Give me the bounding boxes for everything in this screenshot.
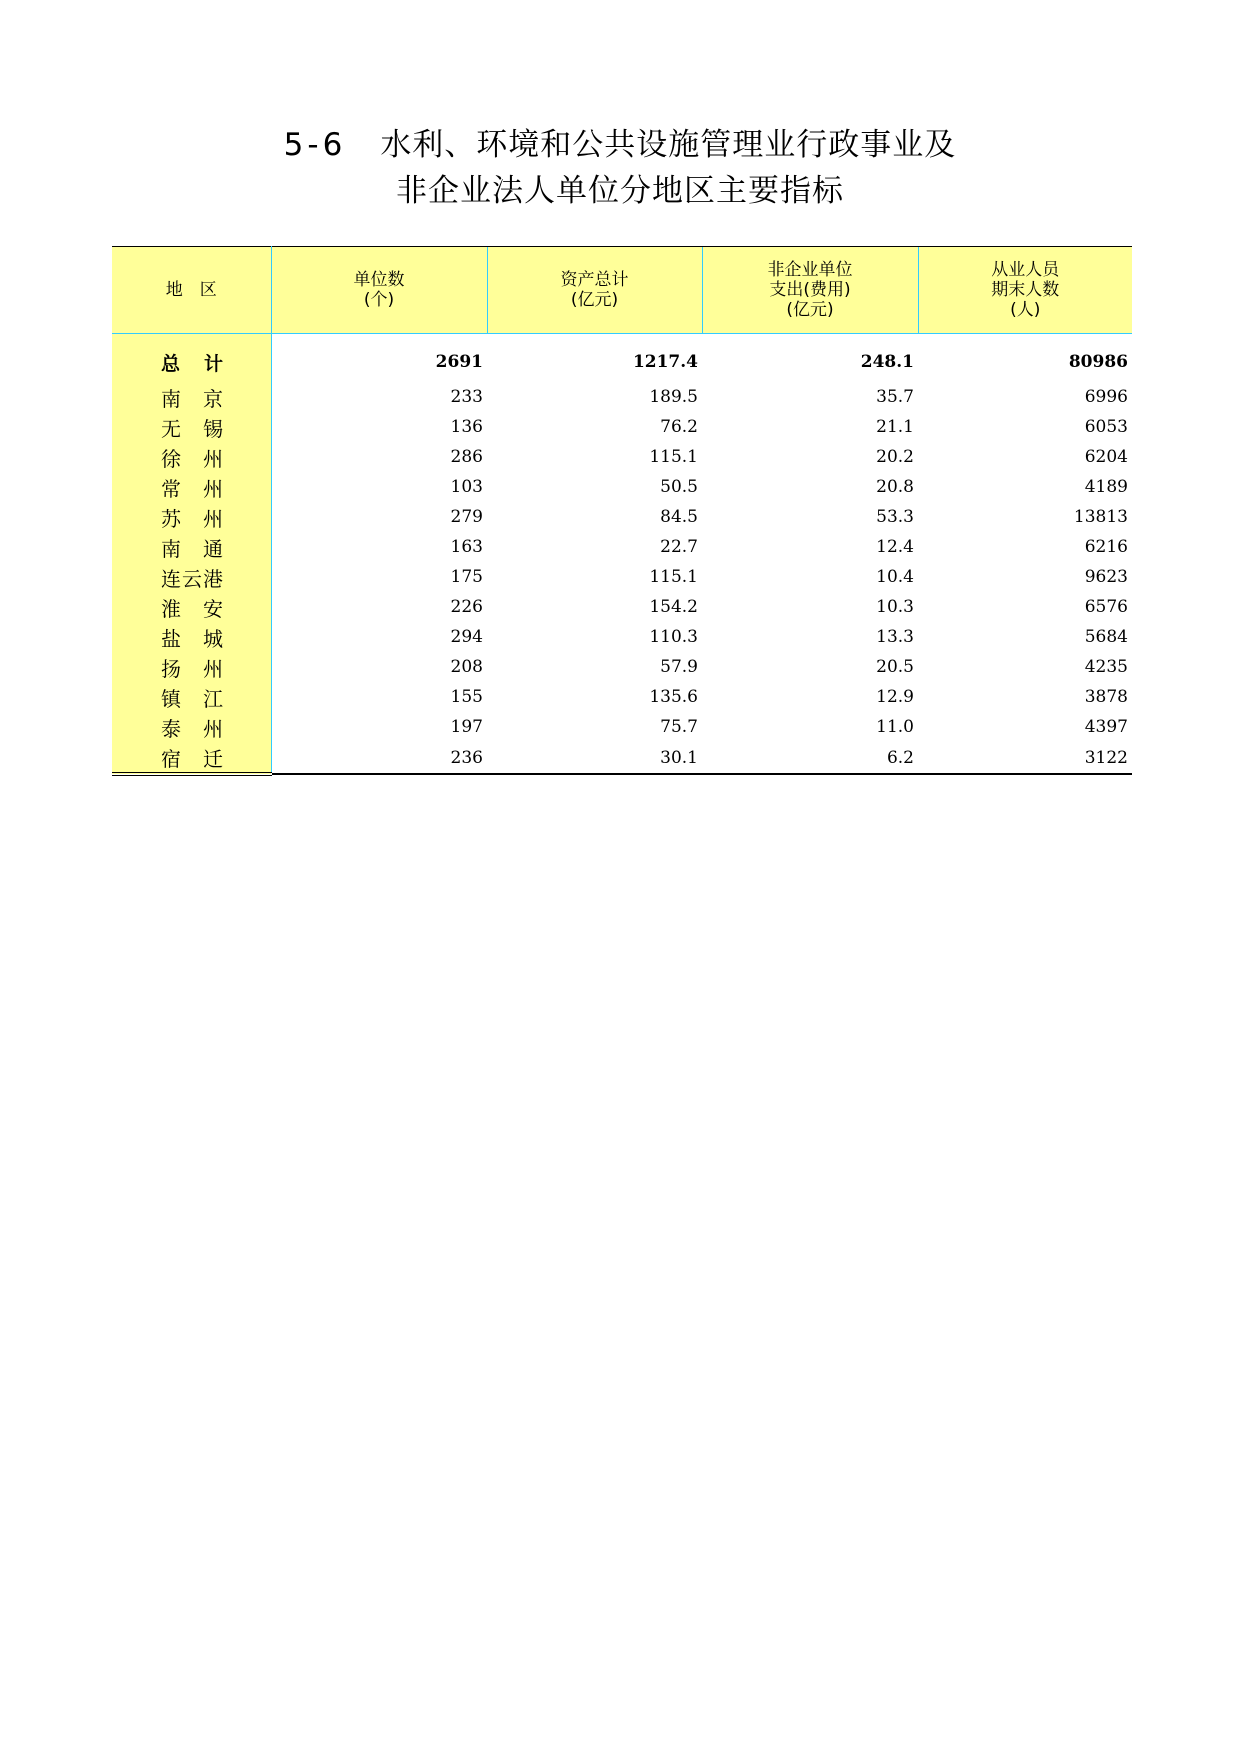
header-line: 从业人员 <box>991 260 1060 280</box>
cell-region <box>112 382 271 412</box>
cell-region <box>112 622 271 652</box>
cell-unit-count: 155 <box>450 687 483 707</box>
cell-total-assets: 84.5 <box>660 507 698 527</box>
header-unit-count <box>271 247 487 334</box>
cell-staff: 6053 <box>1084 417 1128 437</box>
cell-staff: 6996 <box>1084 387 1128 407</box>
cell-staff: 3122 <box>918 742 1132 774</box>
title-line-2: 非企业法人单位分地区主要指标 <box>396 173 844 209</box>
header-line: (人) <box>1010 300 1041 320</box>
header-line: 期末人数 <box>991 280 1060 300</box>
cell-expense: 248.1 <box>860 352 914 372</box>
cell-expense: 20.5 <box>876 657 914 677</box>
cell-staff: 3878 <box>1084 687 1128 707</box>
cell-staff: 4189 <box>1084 477 1128 497</box>
cell-total-assets: 110.3 <box>649 627 698 647</box>
header-line: 地 区 <box>165 280 217 300</box>
cell-region <box>112 472 271 502</box>
total-row <box>112 334 1132 383</box>
cell-unit-count: 286 <box>450 447 483 467</box>
cell-staff: 4235 <box>1084 657 1128 677</box>
cell-total-assets: 50.5 <box>660 477 698 497</box>
region-name: 淮安 <box>161 596 223 621</box>
region-name: 无锡 <box>161 416 223 441</box>
cell-region <box>112 412 271 442</box>
cell-expense: 20.8 <box>876 477 914 497</box>
cell-region <box>112 532 271 562</box>
table-row <box>112 592 1132 622</box>
cell-unit-count: 103 <box>450 477 483 497</box>
region-name: 总计 <box>161 352 223 375</box>
cell-total-assets: 115.1 <box>649 567 698 587</box>
cell-region <box>112 334 271 383</box>
table-body <box>112 334 1132 775</box>
cell-expense: 12.9 <box>876 687 914 707</box>
cell-unit-count: 136 <box>450 417 483 437</box>
title-text-1: 水利、环境和公共设施管理业行政事业及 <box>380 127 957 163</box>
cell-region <box>112 442 271 472</box>
cell-total-assets: 30.1 <box>487 742 702 774</box>
cell-staff: 13813 <box>1073 507 1128 527</box>
header-line: 支出(费用) <box>769 280 851 300</box>
cell-unit-count: 226 <box>450 597 483 617</box>
cell-unit-count: 2691 <box>435 352 483 372</box>
cell-expense: 21.1 <box>876 417 914 437</box>
table-row <box>112 442 1132 472</box>
header-line: 资产总计 <box>560 270 629 290</box>
cell-expense: 35.7 <box>876 387 914 407</box>
cell-staff: 4397 <box>1084 717 1128 737</box>
table-number: 5-6 <box>283 127 347 163</box>
region-name: 连云港 <box>161 566 223 591</box>
table-row <box>112 652 1132 682</box>
cell-total-assets: 135.6 <box>649 687 698 707</box>
region-name: 镇江 <box>161 686 223 711</box>
region-name: 泰州 <box>161 716 223 741</box>
table-row <box>112 682 1132 712</box>
cell-unit-count: 175 <box>450 567 483 587</box>
region-name: 南京 <box>161 386 223 411</box>
cell-staff: 6204 <box>1084 447 1128 467</box>
header-expense <box>702 247 918 334</box>
region-name: 宿迁 <box>161 746 223 771</box>
cell-unit-count: 236 <box>271 742 487 774</box>
cell-total-assets: 189.5 <box>649 387 698 407</box>
header-line: (亿元) <box>570 290 619 310</box>
cell-expense: 53.3 <box>876 507 914 527</box>
cell-region <box>112 712 271 742</box>
cell-region <box>112 562 271 592</box>
cell-staff: 9623 <box>1084 567 1128 587</box>
header-staff <box>918 247 1132 334</box>
cell-total-assets: 154.2 <box>649 597 698 617</box>
table-title <box>0 122 1240 214</box>
header-line: 单位数 <box>353 270 405 290</box>
cell-unit-count: 197 <box>450 717 483 737</box>
cell-expense: 6.2 <box>702 742 918 774</box>
table-row <box>112 532 1132 562</box>
cell-expense: 13.3 <box>876 627 914 647</box>
region-name: 徐州 <box>161 446 223 471</box>
cell-total-assets: 115.1 <box>649 447 698 467</box>
cell-unit-count: 279 <box>450 507 483 527</box>
cell-expense: 20.2 <box>876 447 914 467</box>
table-row <box>112 412 1132 442</box>
header-region <box>112 247 271 334</box>
table-row <box>112 712 1132 742</box>
cell-total-assets: 1217.4 <box>632 352 698 372</box>
cell-expense: 11.0 <box>876 717 914 737</box>
header-line: 非企业单位 <box>767 260 853 280</box>
cell-expense: 10.3 <box>876 597 914 617</box>
cell-unit-count: 294 <box>450 627 483 647</box>
cell-unit-count: 163 <box>450 537 483 557</box>
region-name: 常州 <box>161 476 223 501</box>
cell-staff: 6216 <box>1084 537 1128 557</box>
cell-region <box>112 502 271 532</box>
table-row <box>112 382 1132 412</box>
table-row <box>112 472 1132 502</box>
region-name: 扬州 <box>161 656 223 681</box>
cell-total-assets: 75.7 <box>660 717 698 737</box>
cell-region <box>112 682 271 712</box>
header-line: (亿元) <box>786 300 834 320</box>
table-row <box>112 742 1132 774</box>
cell-total-assets: 76.2 <box>660 417 698 437</box>
cell-total-assets: 22.7 <box>660 537 698 557</box>
region-name: 苏州 <box>161 506 223 531</box>
region-name: 盐城 <box>161 626 223 651</box>
region-name: 南通 <box>161 536 223 561</box>
cell-total-assets: 57.9 <box>660 657 698 677</box>
cell-region <box>112 742 271 774</box>
cell-region <box>112 592 271 622</box>
header-total-assets <box>487 247 702 334</box>
cell-unit-count: 208 <box>450 657 483 677</box>
cell-expense: 10.4 <box>876 567 914 587</box>
cell-staff: 6576 <box>1084 597 1128 617</box>
table-row <box>112 562 1132 592</box>
header-row <box>112 247 1132 334</box>
cell-staff: 80986 <box>1068 352 1128 372</box>
cell-expense: 12.4 <box>876 537 914 557</box>
cell-staff: 5684 <box>1084 627 1128 647</box>
statistics-table <box>112 246 1132 776</box>
cell-unit-count: 233 <box>450 387 483 407</box>
header-line: (个) <box>363 290 395 310</box>
table-row <box>112 502 1132 532</box>
cell-region <box>112 652 271 682</box>
table-row <box>112 622 1132 652</box>
table-header <box>112 247 1132 334</box>
title-line-1 <box>0 122 1240 168</box>
